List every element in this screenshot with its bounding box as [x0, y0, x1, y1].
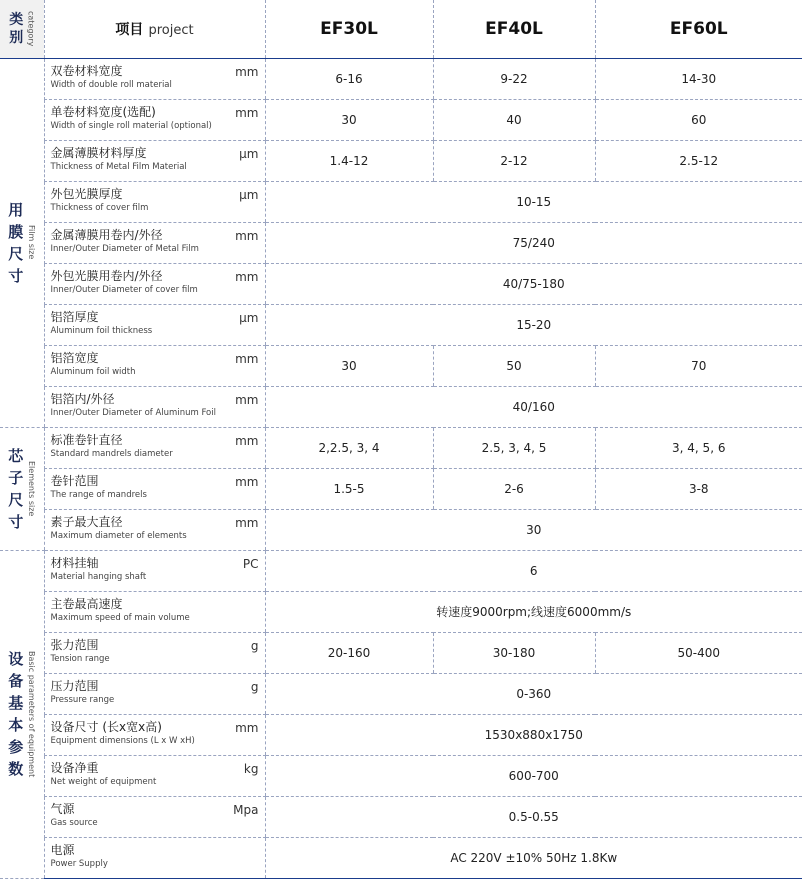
item-label-zh: 主卷最高速度 — [50, 596, 123, 611]
item-label-zh: 外包光膜用卷内/外径 — [50, 268, 163, 283]
value-cell: 50 — [433, 345, 595, 386]
unit-label: PC — [242, 556, 259, 571]
item-label-en: Gas source — [50, 817, 98, 828]
item-label-zh: 压力范围 — [50, 678, 99, 693]
item-label-en: The range of mandrels — [50, 489, 147, 500]
item-label-en: Aluminum foil thickness — [50, 325, 153, 336]
value-cell: 15-20 — [265, 304, 802, 345]
spec-row — [0, 755, 802, 796]
category-en: Film size — [26, 225, 36, 260]
value-cell: 50-400 — [595, 632, 802, 673]
item-label-en: Maximum speed of main volume — [50, 612, 190, 623]
category-header — [0, 0, 44, 58]
item-label-en: Inner/Outer Diameter of Aluminum Foil — [50, 407, 216, 418]
spec-row — [0, 509, 802, 550]
value-cell: 30-180 — [433, 632, 595, 673]
item-label-en: Net weight of equipment — [50, 776, 157, 787]
value-cell: 0.5-0.55 — [265, 796, 802, 837]
value-cell: 2,2.5, 3, 4 — [265, 427, 433, 468]
item-label-zh: 双卷材料宽度 — [50, 63, 123, 78]
item-label-en: Pressure range — [50, 694, 115, 705]
item-label-zh: 金属薄膜材料厚度 — [50, 145, 147, 160]
category-cell — [0, 427, 44, 550]
value-cell: 转速度9000rpm;线速度6000mm/s — [265, 591, 802, 632]
item-label-zh: 铝箔内/外径 — [50, 391, 115, 406]
value-cell: 6 — [265, 550, 802, 591]
unit-label: mm — [235, 720, 259, 735]
spec-row — [0, 140, 802, 181]
value-cell: 10-15 — [265, 181, 802, 222]
category-en: Elements size — [26, 460, 36, 517]
unit-label: mm — [235, 269, 259, 284]
value-cell: 2.5, 3, 4, 5 — [433, 427, 595, 468]
item-label-en: Inner/Outer Diameter of Metal Film — [50, 243, 199, 254]
unit-label: μm — [239, 146, 259, 161]
value-cell: 40 — [433, 99, 595, 140]
item-label-zh: 设备尺寸 (长x宽x高) — [50, 719, 162, 734]
item-cell — [44, 99, 265, 140]
spec-row — [0, 263, 802, 304]
item-label-zh: 气源 — [50, 801, 75, 816]
item-cell — [44, 550, 265, 591]
spec-row — [0, 591, 802, 632]
spec-row — [0, 386, 802, 427]
spec-row — [0, 58, 802, 99]
value-cell: 20-160 — [265, 632, 433, 673]
value-cell: 30 — [265, 345, 433, 386]
item-label-en: Width of single roll material (optional) — [50, 120, 212, 131]
item-cell — [44, 796, 265, 837]
value-cell: 1530x880x1750 — [265, 714, 802, 755]
unit-label: g — [250, 679, 259, 694]
category-header-zh: 类别 — [9, 11, 24, 46]
value-cell: 30 — [265, 509, 802, 550]
unit-label: mm — [235, 474, 259, 489]
item-label-en: Standard mandrels diameter — [50, 448, 173, 459]
unit-label: mm — [235, 515, 259, 530]
value-cell: 30 — [265, 99, 433, 140]
value-cell: 60 — [595, 99, 802, 140]
item-label-en: Aluminum foil width — [50, 366, 136, 377]
model-header-ef40l: EF40L — [433, 0, 595, 58]
value-cell: 40/75-180 — [265, 263, 802, 304]
category-zh: 用膜尺寸 — [8, 200, 24, 285]
spec-row — [0, 304, 802, 345]
item-label-en: Thickness of Metal Film Material — [50, 161, 187, 172]
value-cell: 9-22 — [433, 58, 595, 99]
spec-row — [0, 345, 802, 386]
value-cell: 6-16 — [265, 58, 433, 99]
item-label-zh: 张力范围 — [50, 637, 99, 652]
item-cell — [44, 345, 265, 386]
item-label-en: Inner/Outer Diameter of cover film — [50, 284, 198, 295]
item-cell — [44, 386, 265, 427]
item-header-zh: 项目 — [115, 21, 144, 38]
unit-label: mm — [235, 105, 259, 120]
value-cell: 2-6 — [433, 468, 595, 509]
value-cell: 40/160 — [265, 386, 802, 427]
item-label-en: Power Supply — [50, 858, 108, 869]
spec-row — [0, 427, 802, 468]
unit-label: Mpa — [233, 802, 259, 817]
spec-row — [0, 632, 802, 673]
unit-label: kg — [243, 761, 259, 776]
spec-row — [0, 468, 802, 509]
item-label-en: Tension range — [50, 653, 110, 664]
item-cell — [44, 632, 265, 673]
spec-row — [0, 796, 802, 837]
value-cell: 3-8 — [595, 468, 802, 509]
spec-row — [0, 550, 802, 591]
category-zh: 设备基本参数 — [8, 650, 24, 778]
item-cell — [44, 140, 265, 181]
value-cell: 0-360 — [265, 673, 802, 714]
spec-row — [0, 837, 802, 878]
item-cell — [44, 181, 265, 222]
spec-row — [0, 181, 802, 222]
value-cell: 70 — [595, 345, 802, 386]
item-cell — [44, 304, 265, 345]
item-label-en: Equipment dimensions (L x W xH) — [50, 735, 195, 746]
item-cell — [44, 58, 265, 99]
unit-label: mm — [235, 392, 259, 407]
model-header-ef60l: EF60L — [595, 0, 802, 58]
spec-row — [0, 222, 802, 263]
item-label-en: Material hanging shaft — [50, 571, 147, 582]
item-label-zh: 单卷材料宽度(选配) — [50, 104, 156, 119]
spec-body — [0, 58, 802, 878]
item-label-zh: 标准卷针直径 — [50, 432, 123, 447]
item-cell — [44, 755, 265, 796]
item-cell — [44, 837, 265, 878]
spec-row — [0, 99, 802, 140]
category-zh: 芯子尺寸 — [8, 446, 24, 531]
item-label-zh: 电源 — [50, 842, 75, 857]
spec-row — [0, 714, 802, 755]
unit-label: μm — [239, 187, 259, 202]
item-label-zh: 铝箔厚度 — [50, 309, 99, 324]
value-cell: 1.4-12 — [265, 140, 433, 181]
item-label-en: Width of double roll material — [50, 79, 172, 90]
unit-label: mm — [235, 64, 259, 79]
item-label-zh: 外包光膜厚度 — [50, 186, 123, 201]
value-cell: 2.5-12 — [595, 140, 802, 181]
category-cell — [0, 58, 44, 427]
value-cell: AC 220V ±10% 50Hz 1.8Kw — [265, 837, 802, 878]
value-cell: 600-700 — [265, 755, 802, 796]
value-cell: 75/240 — [265, 222, 802, 263]
item-cell — [44, 714, 265, 755]
value-cell: 2-12 — [433, 140, 595, 181]
item-label-zh: 金属薄膜用卷内/外径 — [50, 227, 163, 242]
item-cell — [44, 427, 265, 468]
item-label-en: Maximum diameter of elements — [50, 530, 187, 541]
item-cell — [44, 673, 265, 714]
item-cell — [44, 468, 265, 509]
item-label-en: Thickness of cover film — [50, 202, 149, 213]
item-label-zh: 卷针范围 — [50, 473, 99, 488]
item-cell — [44, 591, 265, 632]
model-header-ef30l: EF30L — [265, 0, 433, 58]
unit-label: mm — [235, 433, 259, 448]
item-label-zh: 素子最大直径 — [50, 514, 123, 529]
header-row — [0, 0, 802, 58]
unit-label: mm — [235, 228, 259, 243]
item-label-zh: 材料挂轴 — [50, 555, 99, 570]
unit-label: μm — [239, 310, 259, 325]
value-cell: 1.5-5 — [265, 468, 433, 509]
item-header-en: project — [148, 22, 194, 38]
unit-label: g — [250, 638, 259, 653]
value-cell: 3, 4, 5, 6 — [595, 427, 802, 468]
item-cell — [44, 509, 265, 550]
unit-label: mm — [235, 351, 259, 366]
item-cell — [44, 263, 265, 304]
item-header — [44, 0, 265, 58]
spec-row — [0, 673, 802, 714]
category-header-en: category — [26, 11, 36, 47]
category-cell — [0, 550, 44, 878]
item-cell — [44, 222, 265, 263]
value-cell: 14-30 — [595, 58, 802, 99]
category-en: Basic parameters of equipment — [26, 650, 36, 778]
item-label-zh: 铝箔宽度 — [50, 350, 99, 365]
item-label-zh: 设备净重 — [50, 760, 99, 775]
